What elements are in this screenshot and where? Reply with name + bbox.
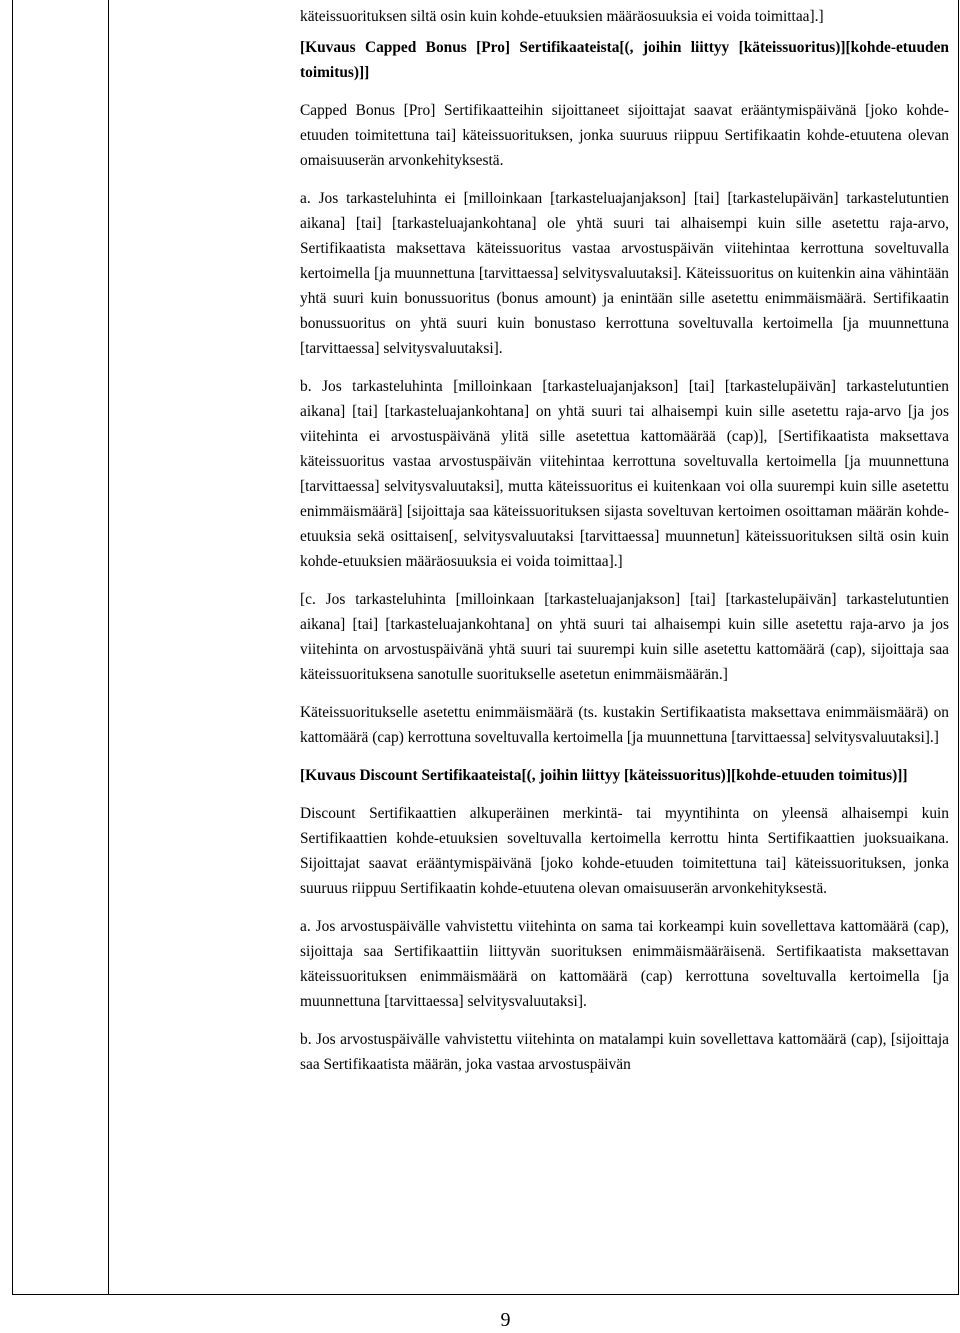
table-border-divider	[108, 0, 109, 1295]
paragraph-discount-b: b. Jos arvostuspäivälle vahvistettu viitehinta on matalampi kuin sovellettava kattomäärä (cap), [sijoittaja saa Sertifikaatista määrän, joka vastaa arvostuspäivän	[300, 1031, 949, 1073]
paragraph-capped-b: b. Jos tarkasteluhinta [milloinkaan [tarkasteluajanjakson] [tai] [tarkastelupäivän] tarkastelutuntien aikana] [tai] [tarkasteluajankohtana] on yhtä suuri tai alhaisempi kuin sille asetettu raja-arvo [ja jos viitehinta ei arvostuspäivänä ylitä sille asetettua kattomäärää (cap)], [Sertifikaatista maksettava käteissuoritus vastaa arvostuspäivän viitehintaa kerrottuna soveltuvalla kertoimella [ja muunnettuna [tarvittaessa] selvitysvaluutaksi], mutta käteissuoritus ei kuitenkaan voi olla suurempi kuin sille asetettu enimmäismäärä] [sijoittaja saa käteissuorituksen sijasta soveltuvan kertoimen osoittaman määrän kohde-etuuksia sekä osittaisen[, selvitysvaluutaksi [tarvittaessa] muunnetun] käteissuorituksen siltä osin kuin kohde-etuuksien määräosuuksia ei voida toimittaa].]	[300, 378, 949, 570]
paragraph-capped-c: [c. Jos tarkasteluhinta [milloinkaan [tarkasteluajanjakson] [tai] [tarkastelupäivän] tarkastelutuntien aikana] [tai] [tarkasteluajankohtana] on yhtä suuri tai alhaisempi kuin sille asetettu raja-arvo ja jos viitehinta on arvostuspäivänä yhtä suuri tai suurempi kuin sille asetettu kattomäärä (cap), sijoittaja saa käteissuorituksena sanotulle suoritukselle asetetun enimmäismäärän.]	[300, 591, 949, 683]
table-border-bottom	[12, 1294, 959, 1295]
paragraph-capped-a: a. Jos tarkasteluhinta ei [milloinkaan [tarkasteluajanjakson] [tai] [tarkastelupäivän] tarkastelutuntien aikana] [tai] [tarkasteluajankohtana] ole yhtä suuri tai alhaisempi kuin sille asetettu raja-arvo, Sertifikaatista maksettava käteissuoritus vastaa arvostuspäivän viitehintaa kerrottuna soveltuvalla kertoimella [ja muunnettuna [tarvittaessa] selvitysvaluutaksi]. Käteissuoritus on kuitenkin aina vähintään yhtä suuri kuin bonussuoritus (bonus amount) ja enintään sille asetettu enimmäismäärä. Sertifikaatin bonussuoritus on yhtä suuri kuin bonustaso kerrottuna soveltuvalla kertoimella [ja muunnettuna [tarvittaessa] selvitysvaluutaksi].	[300, 190, 949, 357]
paragraph-discount-intro: Discount Sertifikaattien alkuperäinen merkintä- tai myyntihinta on yleensä alhaisempi kuin Sertifikaattien kohde-etuuksien soveltuvalla kertoimella kerrottu hinta Sertifikaattien juoksuaikana. Sijoittajat saavat erääntymispäivänä [joko kohde-etuuden toimitettuna tai] käteissuorituksen, jonka suuruus riippuu Sertifikaatin kohde-etuutena olevan omaisuuserän arvonkehityksestä.	[300, 805, 949, 897]
paragraph-capped-max: Käteissuoritukselle asetettu enimmäismäärä (ts. kustakin Sertifikaatista maksettava enimmäismäärä) on kattomäärä (cap) kerrottuna soveltuvalla kertoimella [ja muunnettuna [tarvittaessa] selvitysvaluutaksi].]	[300, 704, 949, 746]
heading-capped-bonus: [Kuvaus Capped Bonus [Pro] Sertifikaateista[(, joihin liittyy [käteissuoritus)][kohde-etuuden toimitus)]]	[300, 39, 949, 81]
table-border-right	[958, 0, 959, 1295]
paragraph-capped-intro: Capped Bonus [Pro] Sertifikaatteihin sijoittaneet sijoittajat saavat erääntymispäivänä [joko kohde-etuuden toimitettuna tai] käteissuorituksen, jonka suuruus riippuu Sertifikaatin kohde-etuutena olevan omaisuuserän arvonkehityksestä.	[300, 102, 949, 169]
heading-discount: [Kuvaus Discount Sertifikaateista[(, joihin liittyy [käteissuoritus)][kohde-etuuden toimitus)]]	[300, 767, 908, 784]
paragraph-continuation: käteissuorituksen siltä osin kuin kohde-etuuksien määräosuuksia ei voida toimittaa].]	[300, 8, 824, 25]
document-body	[300, 4, 949, 1090]
paragraph-discount-a: a. Jos arvostuspäivälle vahvistettu viitehinta on sama tai korkeampi kuin sovellettava kattomäärä (cap), sijoittaja saa Sertifikaattiin liittyvän suorituksen enimmäismääräisenä. Sertifikaatista maksettavan käteissuorituksen enimmäismäärä on kattomäärä (cap) kerrottuna soveltuvalla kertoimella [ja muunnettuna [tarvittaessa] selvitysvaluutaksi].	[300, 918, 949, 1010]
table-border-left	[12, 0, 13, 1295]
page-number: 9	[500, 1309, 511, 1331]
